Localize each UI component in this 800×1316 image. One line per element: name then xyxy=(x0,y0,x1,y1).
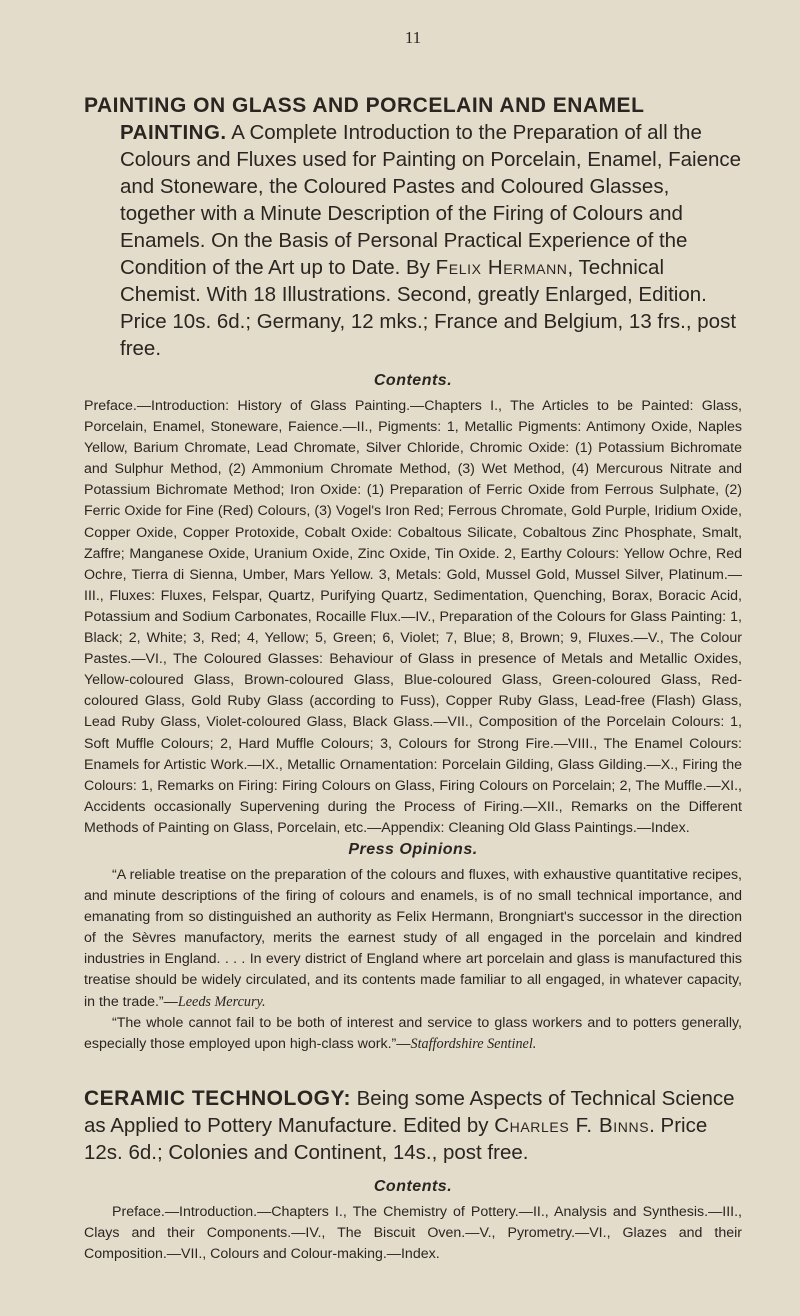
contents-body xyxy=(84,396,742,839)
book-description-text-2: . Price 12s. 6d.; Colonies and Continent, 14s., post free. xyxy=(84,1113,708,1164)
book-description xyxy=(84,119,742,362)
contents-text: Preface.—Introduction.—Chapters I., The Chemistry of Pottery.—II., Analysis and Synthesis.—III., Clays and their Components.—IV., The Biscuit Oven.—V., Pyrometry.—VI., Glazes and their Composition.—VII., Colours and Colour-making.—Index. xyxy=(84,1203,742,1262)
contents-heading: Contents. xyxy=(373,372,453,389)
page-number: 11 xyxy=(404,28,422,47)
book-heading xyxy=(84,92,742,362)
book-entry-painting-on-glass xyxy=(84,92,742,1055)
book-entry-ceramic-technology xyxy=(84,1085,742,1265)
contents-heading: Contents. xyxy=(373,1177,453,1195)
book-heading xyxy=(84,1085,742,1166)
press-quote-1-source: Leeds Mercury. xyxy=(177,993,266,1010)
book-editor: Charles F. Binns xyxy=(494,1113,650,1137)
book-description-text-2: , Technical Chemist. With 18 Illustrations. Second, greatly Enlarged, Edition. Price 10s. 6d.; Germany, 12 mks.; France and Belgium, 13 frs., post free. xyxy=(120,256,737,360)
book-description-text: Being some Aspects of Technical Science as Applied to Pottery Manufacture. Edited by xyxy=(84,1086,735,1137)
press-quote-2 xyxy=(84,1013,742,1055)
book-description-text: A Complete Introduction to the Preparation of all the Colours and Fluxes used for Painting on Porcelain, Enamel, Faience and Stoneware, the Coloured Pastes and Coloured Glasses, together with a Minute Description of the Firing of Colours and Enamels. On the Basis of Personal Practical Experience of the Condition of the Art up to Date. By xyxy=(120,121,742,279)
press-quote-1 xyxy=(84,865,742,1013)
press-quote-1-text: “A reliable treatise on the preparation of the colours and fluxes, with exhaustive quantitative recipes, and minute descriptions of the firing of colours and enamels, is of no small technical importance, and emanating from so distinguished an authority as Felix Hermann, Brongniart's successor in the direction of the Sèvres manufactory, merits the earnest study of all engaged in the porcelain and kindred industries in England. . . . In every district of England where art porcelain and glass is manufactured this treatise should be widely circulated, and its contents made familiar to all engaged, in whatever capacity, in the trade.”— xyxy=(84,866,742,1010)
book-title: PAINTING ON GLASS AND PORCELAIN AND ENAMEL xyxy=(84,94,645,117)
book-title: CERAMIC TECHNOLOGY: xyxy=(84,1086,351,1110)
contents-text: Preface.—Introduction: History of Glass Painting.—Chapters I., The Articles to be Painted: Glass, Porcelain, Enamel, Stoneware, Faience.—II., Pigments: 1, Metallic Pigments: Antimony Oxide, Naples Yellow, Barium Chromate, Lead Chromate, Silver Chloride, Chromic Oxide: (1) Potassium Bichromate and Sulphur Method, (2) Ammonium Chromate Method, (3) Wet Method, (4) Mercurous Nitrate and Potassium Bichromate Method; Iron Oxide: (1) Preparation of Ferric Oxide from Ferrous Sulphate, (2) Ferric Oxide for Fine (Red) Colours, (3) Vogel's Iron Red; Ferrous Chromate, Gold Purple, Iridium Oxide, Copper Oxide, Copper Protoxide, Cobalt Oxide: Cobaltous Silicate, Cobaltous Zinc Phosphate, Smalt, Zaffre; Manganese Oxide, Uranium Oxide, Zinc Oxide, Tin Oxide. 2, Earthy Colours: Yellow Ochre, Red Ochre, Tierra di Sienna, Umber, Mars Yellow. 3, Metals: Gold, Mussel Gold, Mussel Silver, Platinum.—III., Fluxes: Fluxes, Felspar, Quartz, Purifying Quartz, Sedimentation, Quenching, Borax, Boracic Acid, Potassium and Sodium Carbonates, Rocaille Flux.—IV., Preparation of the Colours for Glass Painting: 1, Black; 2, White; 3, Red; 4, Yellow; 5, Green; 6, Violet; 7, Blue; 8, Brown; 9, Fluxes.—V., The Colour Pastes.—VI., The Coloured Glasses: Behaviour of Glass in presence of Metals and Metallic Oxides, Yellow-coloured Glass, Brown-coloured Glass, Blue-coloured Glass, Green-coloured Glass, Red-coloured Glass, Gold Ruby Glass (according to Fuss), Copper Ruby Glass, Lead-free (Flash) Glass, Lead Ruby Glass, Violet-coloured Glass, Black Glass.—VII., Composition of the Porcelain Colours: 1, Soft Muffle Colours; 2, Hard Muffle Colours; 3, Colours for Strong Fire.—VIII., The Enamel Colours: Enamels for Artistic Work.—IX., Metallic Ornamentation: Porcelain Gilding, Glass Gilding.—X., Firing the Colours: 1, Remarks on Firing: Firing Colours on Glass, Firing Colours on Porcelain; 2, The Muffle.—XI., Accidents occasionally Supervening during the Process of Firing.—XII., Remarks on the Different Methods of Painting on Glass, Porcelain, etc.—Appendix: Cleaning Old Glass Paintings.—Index. xyxy=(84,398,742,836)
press-opinions-heading: Press Opinions. xyxy=(348,840,478,858)
book-lead-title: PAINTING. xyxy=(120,121,227,144)
press-quote-2-source: Staffordshire Sentinel. xyxy=(410,1035,537,1052)
press-quote-2-text: “The whole cannot fail to be both of interest and service to glass workers and to potters generally, especially those employed upon high-class work.”— xyxy=(84,1014,742,1052)
press-opinions xyxy=(84,865,742,1055)
contents-body xyxy=(84,1202,742,1265)
book-author: Felix Hermann xyxy=(435,256,568,279)
